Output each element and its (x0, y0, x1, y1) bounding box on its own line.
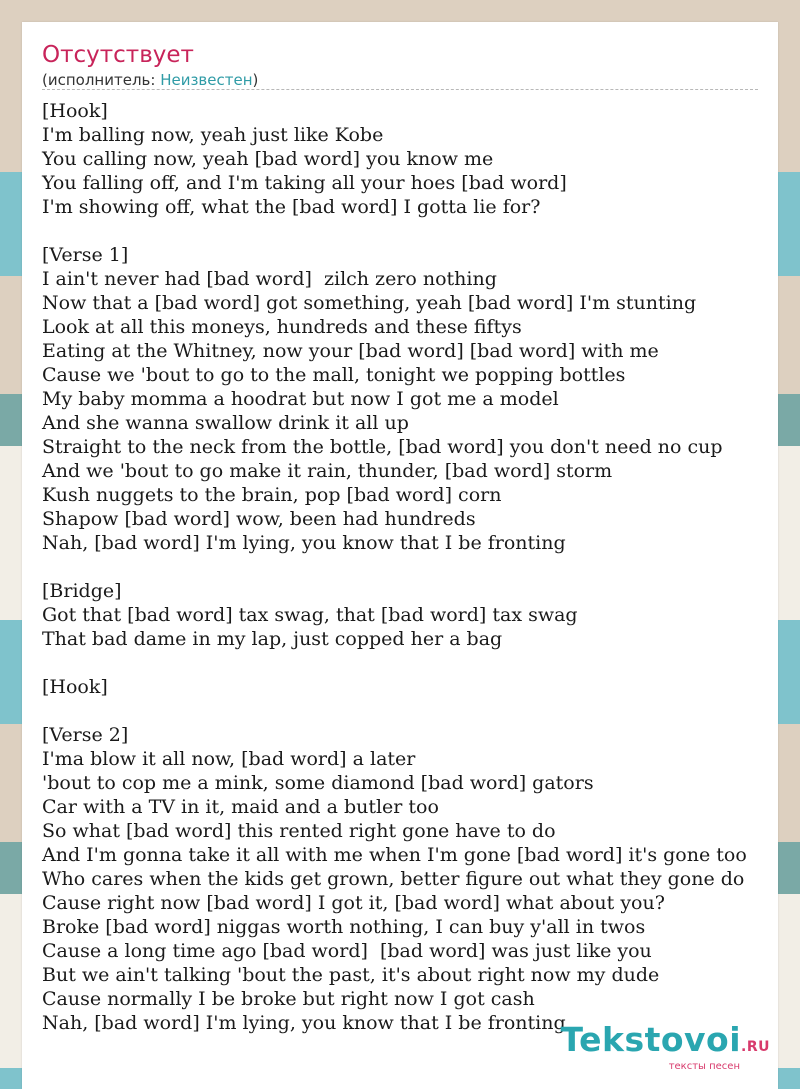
lyric-line: [Bridge] (42, 580, 122, 602)
lyric-line: Got that [bad word] tax swag, that [bad word] tax swag (42, 604, 578, 626)
lyric-line: Nah, [bad word] I'm lying, you know that I be fronting (42, 1012, 566, 1034)
artist-prefix: (исполнитель: (42, 71, 161, 89)
lyric-line: Shapow [bad word] wow, been had hundreds (42, 508, 476, 530)
lyric-line: Cause normally I be broke but right now I got cash (42, 988, 535, 1010)
lyric-line: You falling off, and I'm taking all your hoes [bad word] (42, 172, 567, 194)
lyric-line: [Hook] (42, 676, 108, 698)
divider (42, 89, 758, 90)
logo-tld: .RU (741, 1039, 770, 1055)
lyric-line: That bad dame in my lap, just copped her a bag (42, 628, 503, 650)
lyric-line: Cause right now [bad word] I got it, [bad word] what about you? (42, 892, 665, 914)
lyric-line: Who cares when the kids get grown, better figure out what they gone do (42, 868, 745, 890)
lyric-line (42, 651, 800, 675)
lyric-line: 'bout to cop me a mink, some diamond [bad word] gators (42, 772, 594, 794)
artist-line (42, 71, 258, 89)
lyric-line: My baby momma a hoodrat but now I got me a model (42, 388, 559, 410)
lyric-line: And she wanna swallow drink it all up (42, 412, 409, 434)
lyric-line: Eating at the Whitney, now your [bad word] [bad word] with me (42, 340, 659, 362)
logo-wordmark (560, 1022, 770, 1065)
artist-suffix: ) (252, 71, 259, 89)
lyric-line (42, 699, 800, 723)
lyric-line: So what [bad word] this rented right gone have to do (42, 820, 556, 842)
lyric-line: Look at all this moneys, hundreds and these fiftys (42, 316, 522, 338)
lyric-line: I'ma blow it all now, [bad word] a later (42, 748, 416, 770)
lyric-line: And we 'bout to go make it rain, thunder, [bad word] storm (42, 460, 613, 482)
lyric-line: I ain't never had [bad word] zilch zero nothing (42, 268, 497, 290)
lyric-line: I'm balling now, yeah just like Kobe (42, 124, 384, 146)
site-logo[interactable] (560, 1022, 770, 1072)
lyric-line (42, 555, 800, 579)
lyric-line: You calling now, yeah [bad word] you know me (42, 148, 494, 170)
artist-link[interactable]: Неизвестен (160, 71, 253, 89)
lyric-line: I'm showing off, what the [bad word] I gotta lie for? (42, 196, 541, 218)
lyric-line (42, 219, 800, 243)
lyric-line: Car with a TV in it, maid and a butler too (42, 796, 439, 818)
song-title: Отсутствует (42, 42, 194, 68)
lyric-line: Cause we 'bout to go to the mall, tonight we popping bottles (42, 364, 626, 386)
logo-subtitle: тексты песен (668, 1061, 740, 1072)
lyrics-text (42, 99, 800, 1035)
lyric-line: [Verse 1] (42, 244, 129, 266)
lyric-line: Nah, [bad word] I'm lying, you know that I be fronting (42, 532, 566, 554)
lyric-line: [Hook] (42, 100, 108, 122)
lyrics-card (22, 22, 778, 1089)
lyric-line: Kush nuggets to the brain, pop [bad word] corn (42, 484, 502, 506)
lyric-line: And I'm gonna take it all with me when I'm gone [bad word] it's gone too (42, 844, 747, 866)
lyric-line: But we ain't talking 'bout the past, it's about right now my dude (42, 964, 660, 986)
lyric-line: Now that a [bad word] got something, yeah [bad word] I'm stunting (42, 292, 697, 314)
lyric-line: Broke [bad word] niggas worth nothing, I can buy y'all in twos (42, 916, 646, 938)
lyric-line: [Verse 2] (42, 724, 129, 746)
lyric-line: Cause a long time ago [bad word] [bad word] was just like you (42, 940, 652, 962)
lyric-line: Straight to the neck from the bottle, [bad word] you don't need no cup (42, 436, 723, 458)
logo-name: Tekstovoi (560, 1020, 742, 1059)
